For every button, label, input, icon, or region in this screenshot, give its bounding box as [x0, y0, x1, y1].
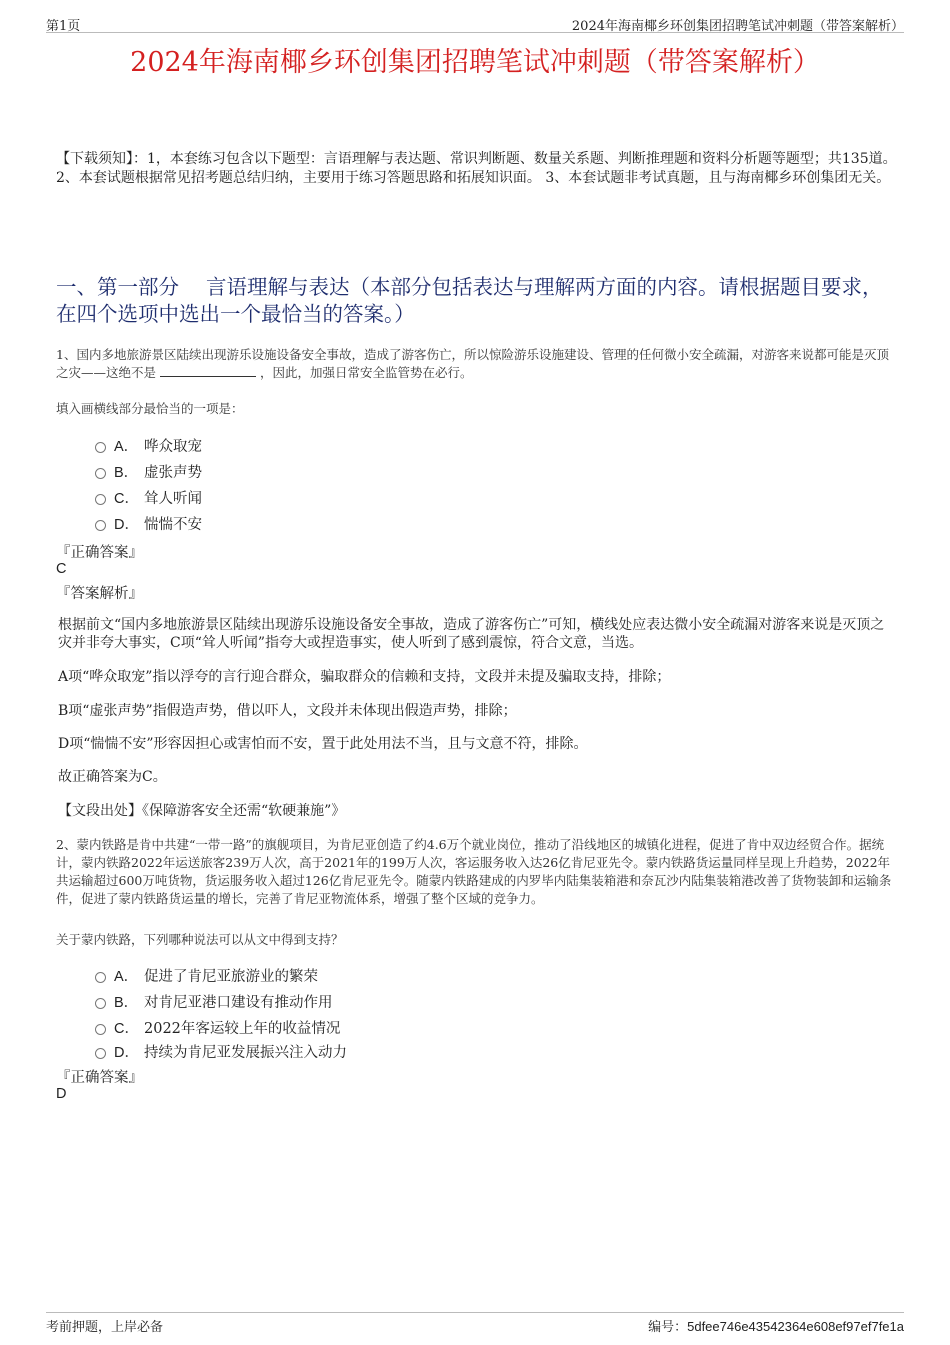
question-1-analysis-5: 故正确答案为C。: [58, 769, 167, 785]
question-2-answer: D: [56, 1086, 67, 1102]
question-2-prompt: 关于蒙内铁路，下列哪种说法可以从文中得到支持？: [56, 932, 344, 947]
question-1-text-before: 1、国内多地旅游景区陆续出现游乐设施设备安全事故，造成了游客伤亡，所以惊险游乐设施建设、管理的任何微小安全疏漏，对游客来说都可能是灭顶之灾——这绝不是: [56, 347, 889, 380]
question-1-analysis-2: A项“哗众取宠”指以浮夸的言行迎合群众，骗取群众的信赖和支持，文段并未提及骗取支持，排除；: [58, 669, 671, 685]
question-1-analysis-1: 根据前文“国内多地旅游景区陆续出现游乐设施设备安全事故，造成了游客伤亡”可知，横线处应表达微小安全疏漏对游客来说是灭顶之灾并非夸大事实，C项“耸人听闻”指夸大或捏造事实，使人听到了感到震惊，符合文意，当选。: [58, 617, 885, 651]
question-1-answer: C: [56, 561, 67, 577]
footer-code-value: 5dfee746e43542364e608ef97ef7fe1a: [687, 1319, 904, 1334]
question-1-text-after: ，因此，加强日常安全监管势在必行。: [260, 365, 473, 380]
radio-icon[interactable]: [95, 1024, 106, 1035]
radio-icon[interactable]: [95, 998, 106, 1009]
question-1-analysis-3: B项“虚张声势”指假造声势，借以吓人，文段并未体现出假造声势，排除；: [58, 703, 517, 719]
footer-code-label: 编号：: [648, 1320, 688, 1335]
question-2-answer-label: 『正确答案』: [56, 1070, 143, 1086]
question-2-options: [95, 962, 695, 1062]
question-2-option-d[interactable]: D． 持续为肯尼亚发展振兴注入动力: [95, 1040, 695, 1062]
radio-icon[interactable]: [95, 494, 106, 505]
footer-code: [648, 1316, 904, 1335]
footer-slogan: 考前押题，上岸必备: [46, 1320, 164, 1335]
question-1-blank: [160, 364, 256, 377]
question-1-option-d[interactable]: D． 惴惴不安: [95, 510, 695, 536]
radio-icon[interactable]: [95, 468, 106, 479]
question-2-option-b[interactable]: B． 对肯尼亚港口建设有推动作用: [95, 988, 695, 1014]
question-1-source: 【文段出处】《保障游客安全还需“软硬兼施”》: [58, 803, 346, 819]
question-1-analysis-4: D项“惴惴不安”形容因担心或害怕而不安，置于此处用法不当，且与文意不符，排除。: [58, 736, 588, 752]
page-title: 2024年海南椰乡环创集团招聘笔试冲刺题（带答案解析）: [130, 47, 820, 78]
question-1-answer-label: 『正确答案』: [56, 545, 143, 561]
question-1-prompt: 填入画横线部分最恰当的一项是：: [56, 401, 244, 416]
question-1-text: [56, 346, 898, 382]
page-footer: [46, 1312, 904, 1339]
page-number: 第1页: [46, 19, 81, 34]
question-2-text: 2、蒙内铁路是肯中共建“一带一路”的旗舰项目，为肯尼亚创造了约4.6万个就业岗位，推动了沿线地区的城镇化进程，促进了肯中双边经贸合作。据统计，蒙内铁路2022年运送旅客239万人次，高于2021年的199万人次，客运服务收入达26亿肯尼亚先令。蒙内铁路货运量同样呈现上升趋势，2022年共运输超过600万吨货物，货运服务收入超过126亿肯尼亚先令。随蒙内铁路建成的内罗毕内陆集装箱港和奈瓦沙内陆集装箱港改善了货物装卸和运输条件，促进了蒙内铁路货运量的增长，完善了肯尼亚物流体系，增强了整个区域的竞争力。: [56, 837, 892, 906]
question-2-option-a[interactable]: A． 促进了肯尼亚旅游业的繁荣: [95, 962, 695, 988]
radio-icon[interactable]: [95, 520, 106, 531]
question-1-option-c[interactable]: C． 耸人听闻: [95, 484, 695, 510]
download-notice: 【下载须知】：1，本套练习包含以下题型：言语理解与表达题、常识判断题、数量关系题、判断推理题和资料分析题等题型；共135道。 2、本套试题根据常见招考题总结归纳，主要用于练习答题思路和拓展知识面。 3、本套试题非考试真题，且与海南椰乡环创集团无关。: [56, 151, 897, 186]
question-1-option-b[interactable]: B． 虚张声势: [95, 458, 695, 484]
page-header: [46, 12, 904, 33]
question-1-analysis-label: 『答案解析』: [56, 586, 143, 602]
question-1-options: [95, 432, 695, 536]
question-1-option-a[interactable]: A． 哗众取宠: [95, 432, 695, 458]
radio-icon[interactable]: [95, 442, 106, 453]
question-2-option-c[interactable]: C． 2022年客运较上年的收益情况: [95, 1014, 695, 1040]
radio-icon[interactable]: [95, 1048, 106, 1059]
section-heading: 一、第一部分 言语理解与表达（本部分包括表达与理解两方面的内容。请根据题目要求，在四个选项中选出一个最恰当的答案。）: [56, 275, 883, 326]
header-doc-title: 2024年海南椰乡环创集团招聘笔试冲刺题（带答案解析）: [571, 19, 904, 34]
radio-icon[interactable]: [95, 972, 106, 983]
